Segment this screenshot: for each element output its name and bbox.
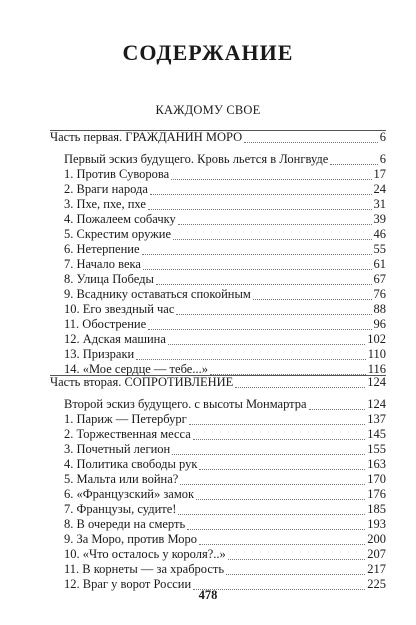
toc-entry-page: 6 — [379, 130, 386, 144]
toc-chapter-entry — [64, 182, 386, 197]
toc-entry-title: 9. Всаднику оставаться спокойным — [64, 287, 251, 301]
toc-chapter-entry — [64, 257, 386, 272]
dot-leader — [244, 142, 378, 143]
dot-leader — [142, 254, 372, 255]
dot-leader — [228, 559, 365, 560]
toc-entry-page: 124 — [367, 397, 386, 411]
toc-chapter-entry — [64, 167, 386, 182]
toc-entry-title: 12. Враг у ворот России — [64, 577, 192, 591]
dot-leader — [330, 164, 377, 165]
toc-chapter-entry — [64, 397, 386, 412]
toc-entry-title: 13. Призраки — [64, 347, 135, 361]
dot-leader — [199, 469, 365, 470]
dot-leader — [143, 269, 372, 270]
toc-entry-page: 46 — [373, 227, 386, 241]
toc-entry-title: 6. «Французский» замок — [64, 487, 195, 501]
toc-entry-title: 12. Адская машина — [64, 332, 166, 346]
toc-entry-page: 185 — [367, 502, 386, 516]
toc-entry-page: 39 — [373, 212, 386, 226]
toc-entry-page: 124 — [367, 375, 386, 389]
toc-entry-page: 110 — [367, 347, 386, 361]
toc-entry-page: 217 — [367, 562, 386, 576]
dot-leader — [178, 514, 365, 515]
dot-leader — [235, 387, 365, 388]
dot-leader — [168, 344, 365, 345]
dot-leader — [196, 499, 365, 500]
toc-entry-page: 200 — [367, 532, 386, 546]
toc-entry-page: 170 — [367, 472, 386, 486]
toc-entry-page: 31 — [373, 197, 386, 211]
toc-chapter-entry — [64, 332, 386, 347]
toc-entry-page: 102 — [367, 332, 386, 346]
toc-chapter-entry — [64, 532, 386, 547]
toc-entry-page: 176 — [367, 487, 386, 501]
toc-entry-title: 11. В корнеты — за храбрость — [64, 562, 225, 576]
toc-chapter-entry — [64, 287, 386, 302]
toc-chapter-entry — [64, 517, 386, 532]
toc-entry-title: 1. Против Суворова — [64, 167, 170, 181]
toc-entry-page: 207 — [367, 547, 386, 561]
dot-leader — [309, 409, 366, 410]
toc-entry-title: 2. Враги народа — [64, 182, 148, 196]
toc-entry-page: 76 — [373, 287, 386, 301]
dot-leader — [199, 544, 365, 545]
toc-entry-page: 155 — [367, 442, 386, 456]
toc-entry-title: 1. Париж — Петербург — [64, 412, 187, 426]
toc-part-entry — [50, 130, 386, 145]
toc-chapter-entry — [64, 317, 386, 332]
toc-chapter-entry — [64, 242, 386, 257]
dot-leader — [226, 574, 365, 575]
toc-chapter-entry — [64, 302, 386, 317]
toc-entry-page: 145 — [367, 427, 386, 441]
toc-entry-page: 193 — [367, 517, 386, 531]
dot-leader — [156, 284, 372, 285]
toc-entry-page: 55 — [373, 242, 386, 256]
dot-leader — [148, 209, 372, 210]
toc-entry-title: Часть первая. ГРАЖДАНИН МОРО — [50, 130, 243, 144]
dot-leader — [173, 239, 371, 240]
toc-entry-page: 61 — [373, 257, 386, 271]
toc-chapter-entry — [64, 152, 386, 167]
dot-leader — [253, 299, 372, 300]
toc-entry-title: 5. Скрестим оружие — [64, 227, 172, 241]
toc-entry-page: 225 — [367, 577, 386, 591]
dot-leader — [187, 529, 365, 530]
section-subtitle: КАЖДОМУ СВОЕ — [155, 103, 261, 117]
dot-leader — [136, 359, 365, 360]
page-title: СОДЕРЖАНИЕ — [122, 40, 294, 65]
toc-entry-title: 8. Улица Победы — [64, 272, 154, 286]
toc-entry-title: 9. За Моро, против Моро — [64, 532, 197, 546]
toc-entry-title: Второй эскиз будущего. с высоты Монмартра — [64, 397, 307, 411]
toc-chapter-entry — [64, 347, 386, 362]
toc-entry-page: 6 — [379, 152, 386, 166]
toc-chapter-entry — [64, 562, 386, 577]
toc-chapter-entry — [64, 457, 386, 472]
toc-entry-title: 3. Почетный легион — [64, 442, 171, 456]
toc-entry-title: 4. Пожалеем собачку — [64, 212, 176, 226]
dot-leader — [176, 314, 371, 315]
toc-entry-title: 5. Мальта или война? — [64, 472, 179, 486]
toc-entry-page: 116 — [367, 362, 386, 376]
dot-leader — [178, 224, 372, 225]
toc-entry-page: 96 — [373, 317, 386, 331]
toc-entry-page: 88 — [373, 302, 386, 316]
toc-entry-title: 3. Пхе, пхе, пхе — [64, 197, 146, 211]
toc-chapter-entry — [64, 472, 386, 487]
toc-entry-title: 6. Нетерпение — [64, 242, 140, 256]
toc-entry-title: Первый эскиз будущего. Кровь льется в Лонгвуде — [64, 152, 329, 166]
toc-entry-title: Часть вторая. СОПРОТИВЛЕНИЕ — [50, 375, 234, 389]
toc-entry-title: 11. Обострение — [64, 317, 147, 331]
toc-part-entry — [50, 375, 386, 390]
toc-chapter-entry — [64, 442, 386, 457]
toc-entry-page: 137 — [367, 412, 386, 426]
toc-entry-page: 67 — [373, 272, 386, 286]
toc-entry-title: 7. Начало века — [64, 257, 141, 271]
dot-leader — [171, 179, 371, 180]
dot-leader — [150, 194, 372, 195]
toc-chapter-entry — [64, 412, 386, 427]
dot-leader — [193, 439, 365, 440]
toc-chapter-entry — [64, 227, 386, 242]
toc-chapter-entry — [64, 502, 386, 517]
toc-entry-title: 10. Его звездный час — [64, 302, 175, 316]
toc-entry-page: 17 — [373, 167, 386, 181]
toc-chapter-entry — [64, 547, 386, 562]
toc-chapter-entry — [64, 272, 386, 287]
toc-entry-title: 7. Французы, судите! — [64, 502, 177, 516]
dot-leader — [180, 484, 365, 485]
dot-leader — [172, 454, 365, 455]
dot-leader — [148, 329, 371, 330]
toc-entry-title: 2. Торжественная месса — [64, 427, 191, 441]
toc-entry-page: 163 — [367, 457, 386, 471]
page-number: 478 — [198, 588, 218, 602]
toc-chapter-entry — [64, 427, 386, 442]
toc-entry-title: 8. В очереди на смерть — [64, 517, 186, 531]
dot-leader — [189, 424, 366, 425]
toc-entry-title: 4. Политика свободы рук — [64, 457, 198, 471]
toc-entry-title: 14. «Мое сердце — тебе...» — [64, 362, 208, 376]
toc-chapter-entry — [64, 212, 386, 227]
toc-chapter-entry — [64, 197, 386, 212]
toc-chapter-entry — [64, 487, 386, 502]
toc-entry-title: 10. «Что осталось у короля?..» — [64, 547, 226, 561]
toc-entry-page: 24 — [373, 182, 386, 196]
